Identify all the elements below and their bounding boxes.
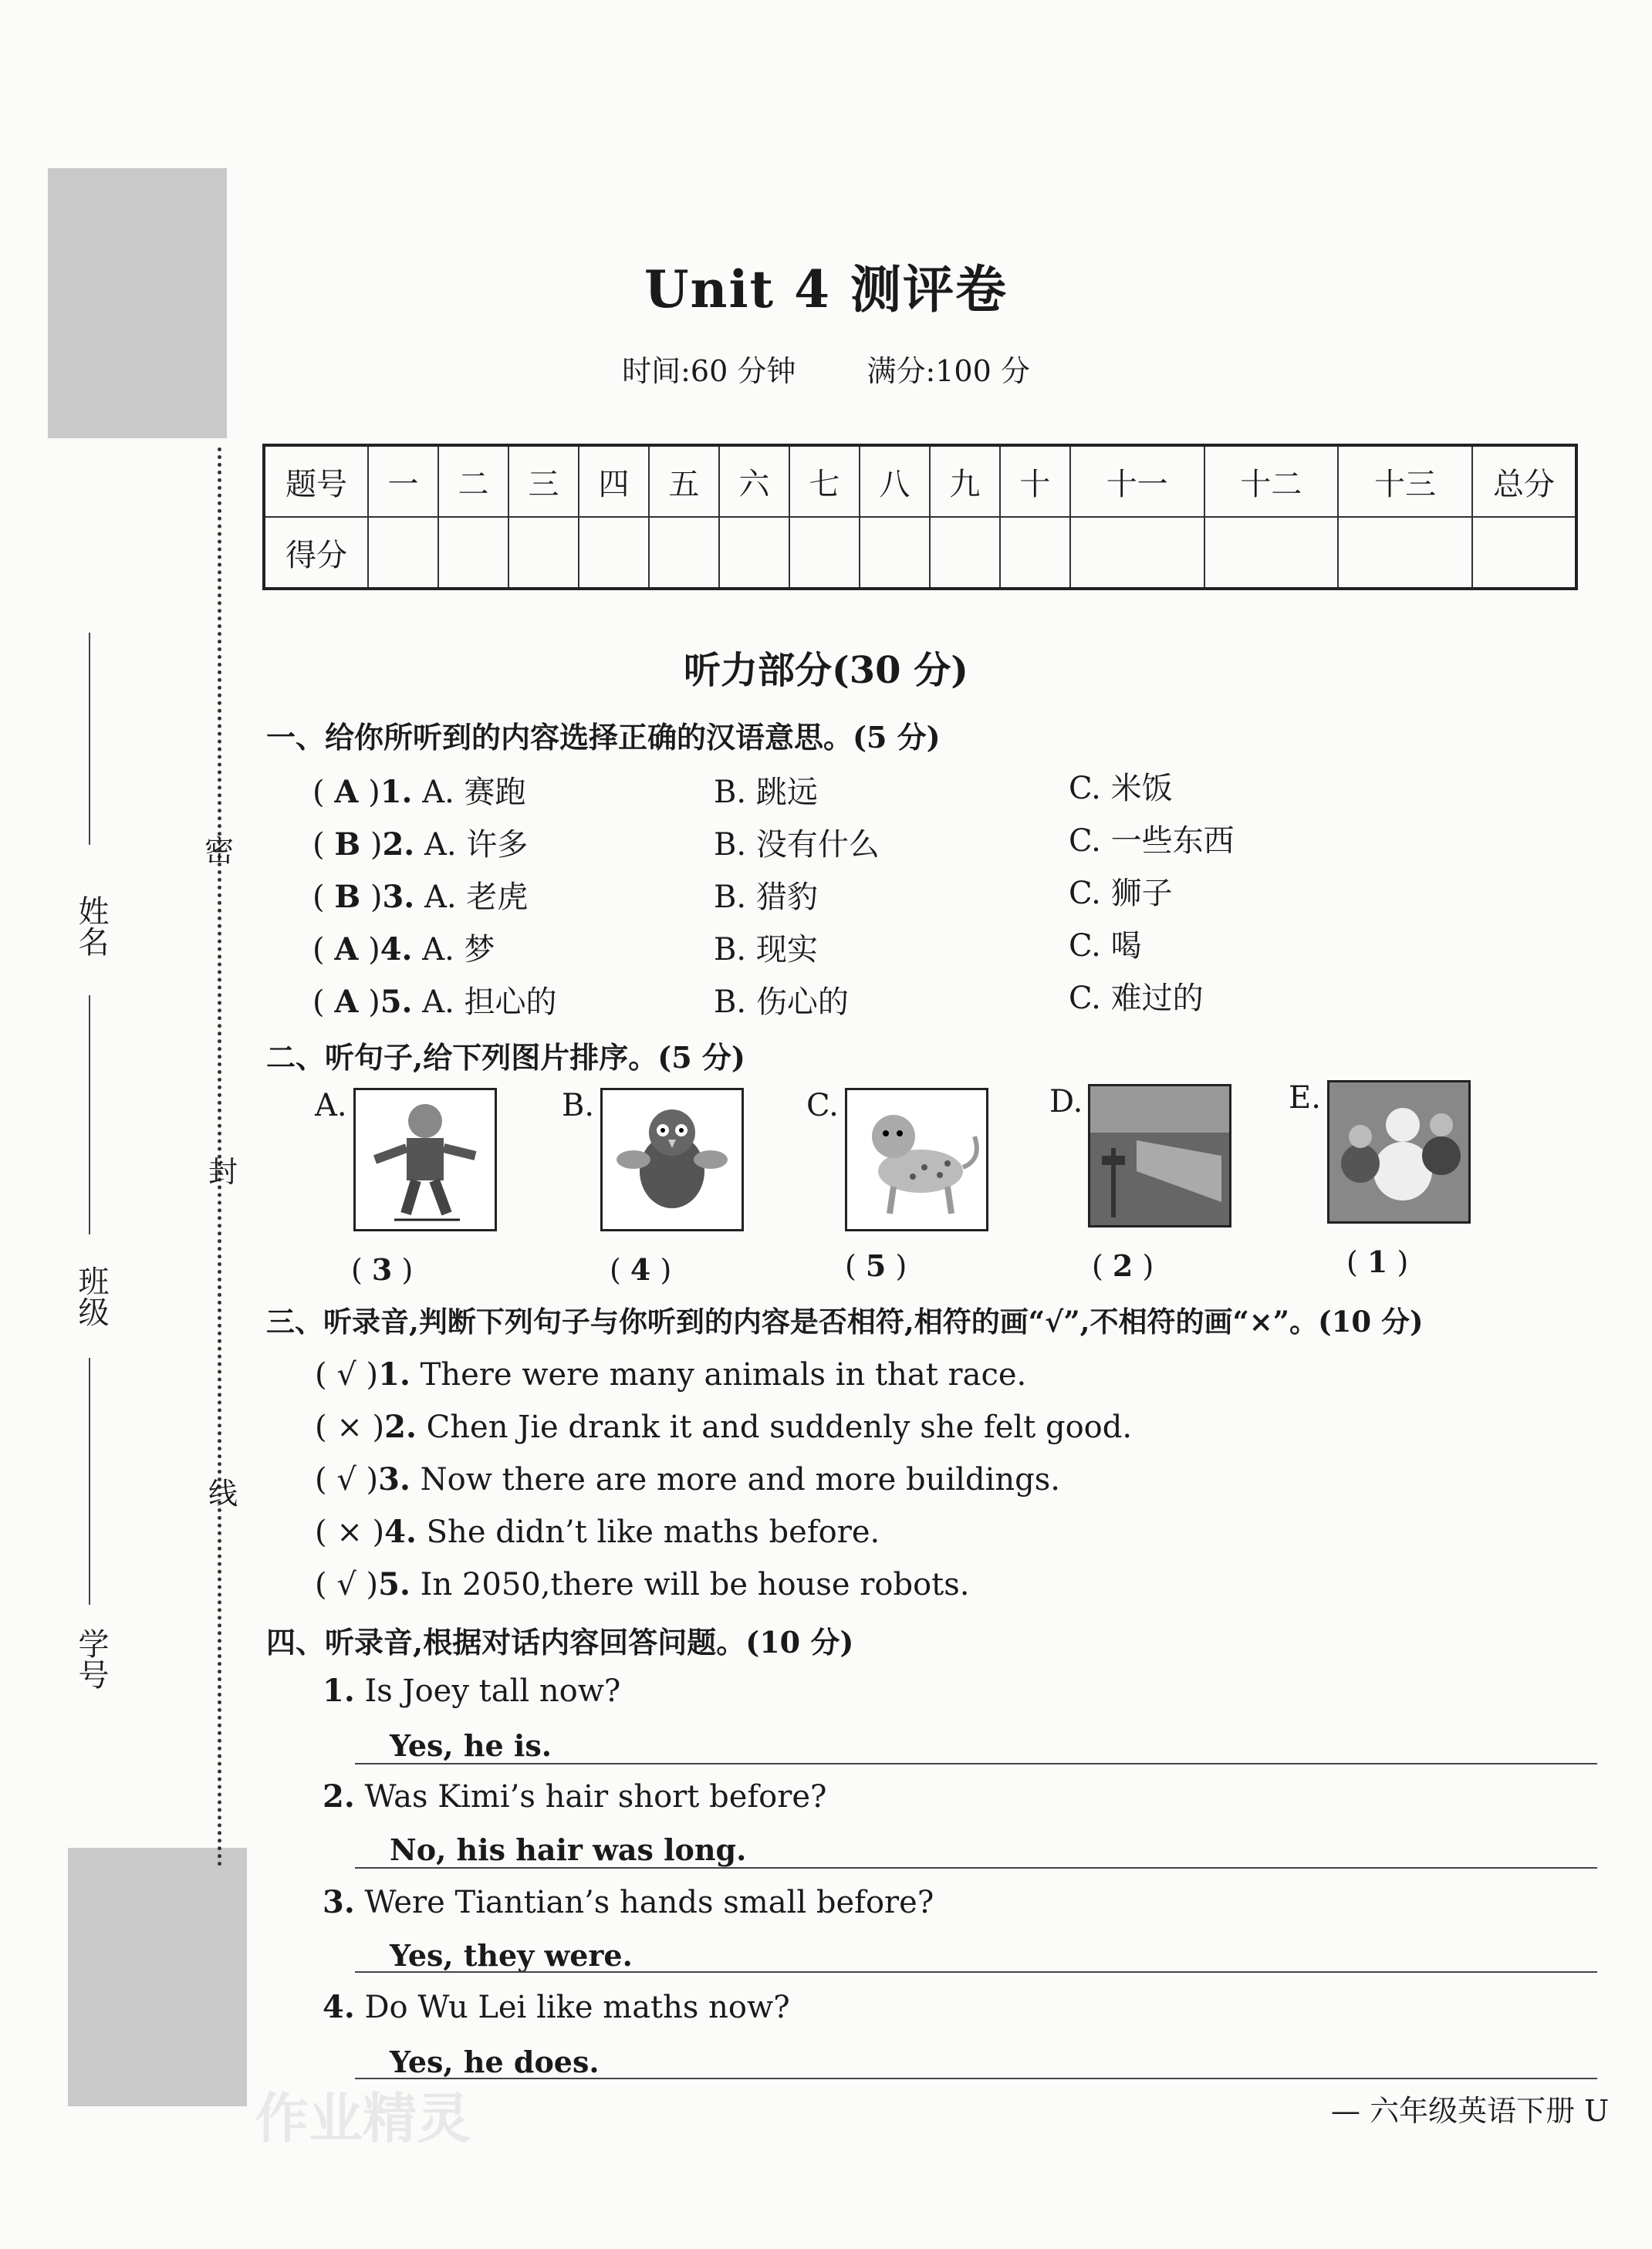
q4-answer[interactable]: Yes, he does.: [390, 2045, 600, 2079]
table-cell: 十二: [1204, 445, 1339, 517]
q3-answer[interactable]: √: [336, 1357, 356, 1393]
q3-answer[interactable]: ×: [336, 1410, 363, 1445]
picture-label: B.: [562, 1088, 595, 1123]
picture-label: D.: [1049, 1084, 1083, 1119]
score-input-cell[interactable]: [789, 517, 860, 589]
student-id-label: 学号: [73, 1628, 109, 1690]
picture-order: ( 1 ): [1346, 1244, 1409, 1279]
q4-question: 4. Do Wu Lei like maths now?: [323, 1989, 790, 2025]
score-input-cell[interactable]: [719, 517, 789, 589]
q2-title: 二、听句子,给下列图片排序。(5 分): [266, 1040, 745, 1075]
full-score-label: 满分:100 分: [867, 354, 1030, 388]
table-cell: 十: [1000, 445, 1070, 517]
picture-stadium: [1088, 1084, 1231, 1227]
seal-char-3: 线: [208, 1477, 238, 1511]
table-cell: 得分: [264, 517, 368, 589]
listening-section-heading: 听力部分(30 分): [684, 649, 968, 692]
watermark: 作业精灵: [255, 2086, 471, 2150]
seal-char-2: 封: [208, 1155, 238, 1189]
picture-order: ( 4 ): [610, 1252, 672, 1287]
seal-char-1: 密: [204, 834, 235, 868]
score-table-score-row: [264, 517, 1576, 589]
q1-option-c: C. 狮子: [1069, 876, 1173, 911]
q1-title: 一、给你所听到的内容选择正确的汉语意思。(5 分): [266, 720, 941, 755]
bottom-gray-block: [68, 1848, 247, 2106]
answer-line: [355, 1763, 1597, 1764]
time-label: 时间:60 分钟: [622, 354, 796, 388]
q1-option-b: B. 现实: [714, 932, 818, 967]
picture-order: ( 2 ): [1092, 1248, 1154, 1283]
page-title: Unit 4 测评卷: [644, 259, 1008, 319]
q1-option-b: B. 猎豹: [714, 880, 818, 915]
table-cell: 三: [508, 445, 579, 517]
table-cell: 七: [789, 445, 860, 517]
q3-answer[interactable]: √: [336, 1567, 356, 1602]
q4-answer[interactable]: No, his hair was long.: [390, 1832, 747, 1867]
score-table-header-row: [264, 445, 1576, 517]
table-cell: 九: [930, 445, 1000, 517]
picture-label: A.: [315, 1088, 347, 1123]
name-label: 姓名: [73, 895, 109, 957]
q1-option-c: C. 一些东西: [1069, 823, 1235, 859]
q1-item: ( A )4. A. 梦: [312, 931, 495, 967]
score-input-cell[interactable]: [1204, 517, 1339, 589]
exam-info: [0, 347, 1652, 390]
q3-answer[interactable]: ×: [336, 1515, 363, 1550]
q3-item: ( × )2. Chen Jie drank it and suddenly she felt good.: [315, 1409, 1133, 1445]
q1-answer[interactable]: B: [334, 879, 361, 915]
q1-item: ( A )1. A. 赛跑: [312, 774, 526, 810]
q1-option-b: B. 伤心的: [714, 984, 849, 1020]
q4-title: 四、听录音,根据对话内容回答问题。(10 分): [266, 1625, 854, 1660]
page-footer: — 六年级英语下册 U: [1331, 2094, 1610, 2128]
q1-answer[interactable]: A: [334, 984, 359, 1020]
table-cell: 二: [438, 445, 508, 517]
picture-order: ( 5 ): [845, 1248, 907, 1283]
table-cell: 五: [649, 445, 719, 517]
table-cell: 总分: [1472, 445, 1576, 517]
q1-answer[interactable]: B: [334, 826, 361, 863]
q1-answer[interactable]: A: [334, 931, 359, 967]
score-input-cell[interactable]: [930, 517, 1000, 589]
q3-item: ( √ )3. Now there are more and more buildings.: [315, 1461, 1060, 1498]
score-input-cell[interactable]: [438, 517, 508, 589]
picture-snowman: [1327, 1080, 1471, 1224]
answer-line: [355, 1971, 1597, 1973]
picture-label: C.: [806, 1088, 839, 1123]
score-input-cell[interactable]: [1070, 517, 1204, 589]
class-label: 班级: [73, 1265, 109, 1327]
q1-item: ( B )2. A. 许多: [312, 826, 529, 863]
score-table: [262, 444, 1578, 590]
q3-item: ( √ )1. There were many animals in that race.: [315, 1356, 1027, 1393]
q4-answer[interactable]: Yes, they were.: [390, 1938, 633, 1973]
score-input-cell[interactable]: [1000, 517, 1070, 589]
q3-title: 三、听录音,判断下列句子与你听到的内容是否相符,相符的画“√”,不相符的画“×”。(10 分): [266, 1305, 1424, 1339]
table-cell: 十一: [1070, 445, 1204, 517]
score-input-cell[interactable]: [579, 517, 649, 589]
picture-bird: [600, 1088, 744, 1231]
q1-item: ( B )3. A. 老虎: [312, 879, 529, 915]
score-input-cell[interactable]: [1472, 517, 1576, 589]
q4-question: 1. Is Joey tall now?: [323, 1673, 621, 1709]
q1-option-b: B. 跳远: [714, 775, 818, 810]
table-cell: 六: [719, 445, 789, 517]
answer-line: [355, 2078, 1597, 2079]
table-cell: 题号: [264, 445, 368, 517]
table-cell: 十三: [1338, 445, 1472, 517]
picture-label: E.: [1289, 1080, 1321, 1116]
table-cell: 四: [579, 445, 649, 517]
q1-option-c: C. 米饭: [1069, 771, 1173, 806]
table-cell: 一: [368, 445, 438, 517]
q1-item: ( A )5. A. 担心的: [312, 984, 557, 1020]
q1-option-c: C. 喝: [1069, 928, 1142, 964]
score-input-cell[interactable]: [1338, 517, 1472, 589]
answer-line: [355, 1867, 1597, 1869]
picture-cheetah: [845, 1088, 988, 1231]
q1-answer[interactable]: A: [334, 774, 359, 810]
score-input-cell[interactable]: [368, 517, 438, 589]
q4-question: 2. Was Kimi’s hair short before?: [323, 1778, 827, 1815]
picture-order: ( 3 ): [351, 1252, 414, 1287]
q4-question: 3. Were Tiantian’s hands small before?: [323, 1884, 934, 1920]
score-input-cell[interactable]: [860, 517, 930, 589]
score-input-cell[interactable]: [508, 517, 579, 589]
q3-item: ( √ )5. In 2050,there will be house robots.: [315, 1566, 970, 1602]
score-input-cell[interactable]: [649, 517, 719, 589]
q3-answer[interactable]: √: [336, 1462, 356, 1498]
q4-answer[interactable]: Yes, he is.: [390, 1728, 552, 1763]
picture-skating-boy: [353, 1088, 497, 1231]
q1-option-b: B. 没有什么: [714, 827, 880, 863]
q1-option-c: C. 难过的: [1069, 981, 1204, 1016]
table-cell: 八: [860, 445, 930, 517]
q3-item: ( × )4. She didn’t like maths before.: [315, 1514, 880, 1550]
